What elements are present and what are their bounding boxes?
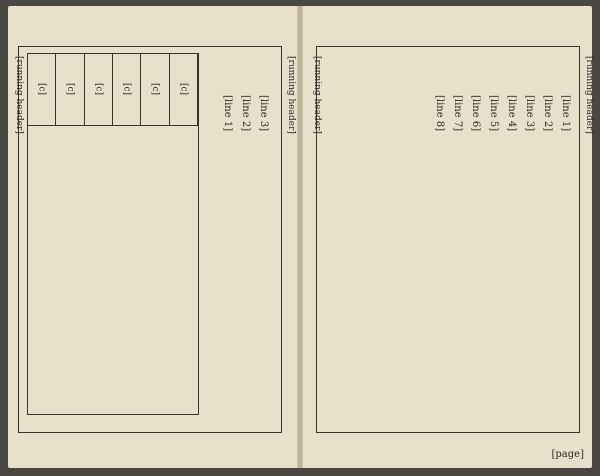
table-cell: [c] [85,54,113,126]
left-page [8,6,294,468]
text-column: [line 2] [240,95,251,132]
rank-table [27,53,199,415]
table-cell: [c] [141,54,169,126]
text-column: [line 5] [488,95,499,132]
text-column: [line 3] [258,95,269,132]
text-column: [line 1] [560,95,571,132]
text-column: [line 8] [434,95,445,132]
right-page [306,6,592,468]
table-cell: [c] [28,54,56,126]
right-frame [316,46,580,433]
left-frame [18,46,282,433]
running-header: [running header] [584,56,594,134]
text-column: [line 2] [542,95,553,132]
text-column: [line 7] [452,95,463,132]
text-column: [line 4] [506,95,517,132]
gutter [297,6,303,468]
page-number: [page] [551,449,584,460]
table-cell: [c] [56,54,84,126]
table-cell: [c] [170,54,198,126]
book-spread [8,6,592,468]
text-column: [line 6] [470,95,481,132]
running-header: [running header] [286,56,296,134]
text-column: [line 1] [222,95,233,132]
running-header: [running header] [14,56,24,134]
text-column: [line 3] [524,95,535,132]
running-header: [running header] [312,56,322,134]
table-cell: [c] [113,54,141,126]
